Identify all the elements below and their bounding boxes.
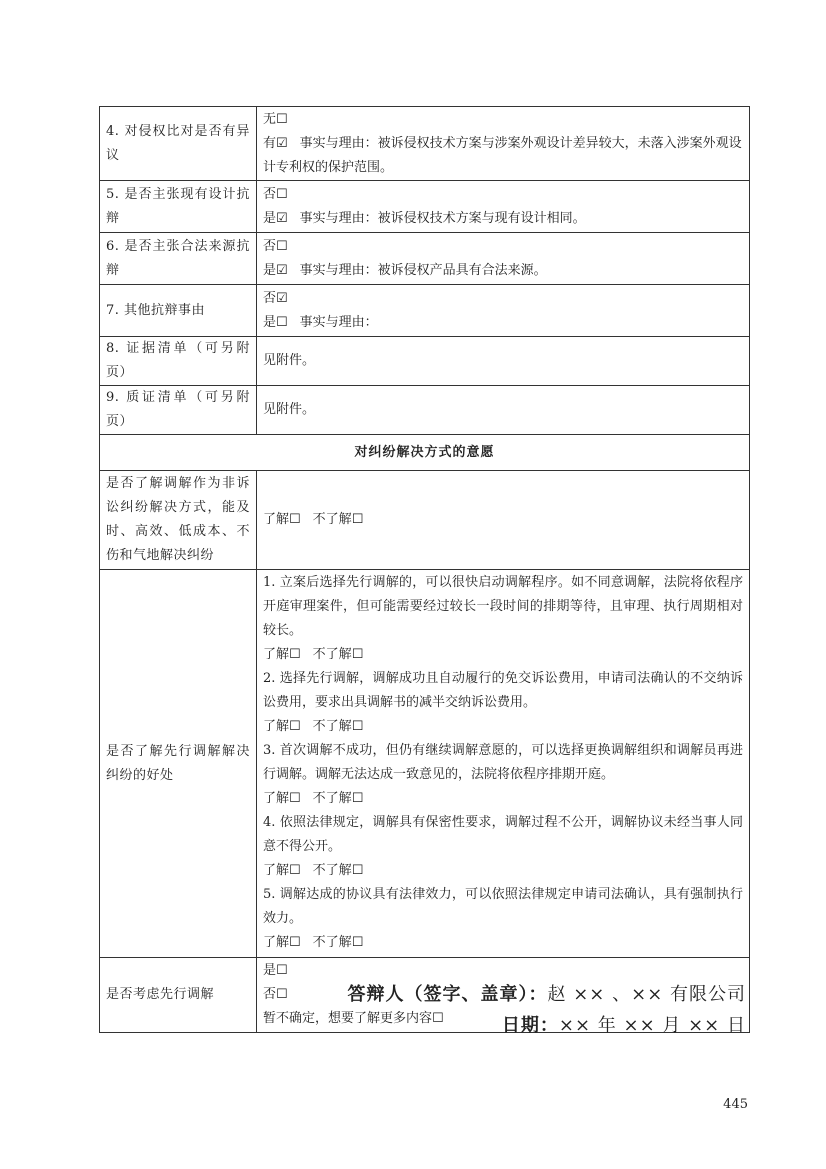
section-title: 对纠纷解决方式的意愿 bbox=[100, 435, 750, 471]
benefit-item: 2. 选择先行调解，调解成功且自动履行的免交诉讼费用，申请司法确认的不交纳诉讼费用，要求出具调解书的减半交纳诉讼费用。 bbox=[263, 671, 743, 710]
respondent-signature: 答辩人（签字、盖章）：赵 ×× 、×× 有限公司 bbox=[347, 984, 746, 1005]
checkbox-icon: ☐ bbox=[289, 512, 301, 527]
answer-option[interactable]: 否☐ bbox=[263, 183, 743, 207]
claims-rows bbox=[100, 107, 750, 435]
claim-answer bbox=[257, 285, 750, 337]
mediation-awareness-row bbox=[100, 471, 750, 570]
claim-row bbox=[100, 285, 750, 337]
know-option[interactable]: 了解☐ bbox=[263, 935, 303, 950]
know-option[interactable]: 了解☐ bbox=[263, 647, 303, 662]
know-option[interactable]: 了解☐ bbox=[263, 719, 303, 734]
checkbox-icon: ☐ bbox=[276, 111, 288, 127]
checkbox-icon: ☑ bbox=[276, 135, 288, 151]
checkbox-icon: ☐ bbox=[276, 987, 288, 1002]
claim-row bbox=[100, 386, 750, 435]
reason-text: 事实与理由：被诉侵权技术方案与涉案外观设计差异较大，未落入涉案外观设计专利权的保护范围。 bbox=[263, 135, 742, 175]
mediation-choice[interactable]: 暂不确定，想要了解更多内容☐ bbox=[263, 1007, 743, 1031]
answer-option[interactable]: 无☐ bbox=[263, 108, 743, 132]
checkbox-icon: ☐ bbox=[289, 719, 301, 734]
answer-option[interactable]: 否☐ bbox=[263, 235, 743, 259]
answer-option[interactable]: 有☑ 事实与理由：被诉侵权技术方案与涉案外观设计差异较大，未落入涉案外观设计专利权的保护范围。 bbox=[263, 132, 743, 180]
not-know-option[interactable]: 不了解☐ bbox=[313, 863, 366, 878]
mediation-choice[interactable]: 否☐ bbox=[263, 983, 743, 1007]
consider-mediation-label: 是否考虑先行调解 bbox=[100, 958, 257, 1033]
checkbox-icon: ☑ bbox=[276, 210, 288, 226]
mediation-awareness-label: 是否了解调解作为非诉讼纠纷解决方式，能及时、高效、低成本、不伤和气地解决纠纷 bbox=[100, 471, 257, 570]
date-value: ×× 年 ×× 月 ×× 日 bbox=[558, 1015, 746, 1036]
know-option[interactable]: 了解☐ bbox=[263, 512, 303, 527]
benefit-awareness-options bbox=[263, 931, 743, 955]
checkbox-icon: ☐ bbox=[351, 719, 364, 734]
checkbox-icon: ☐ bbox=[351, 647, 364, 662]
checkbox-icon: ☑ bbox=[276, 290, 288, 306]
section-header-row bbox=[100, 435, 750, 471]
not-know-option[interactable]: 不了解☐ bbox=[313, 512, 366, 527]
page-number: 445 bbox=[723, 1097, 748, 1112]
checkbox-icon: ☐ bbox=[289, 647, 301, 662]
benefit-item: 3. 首次调解不成功，但仍有继续调解意愿的，可以选择更换调解组织和调解员再进行调解。调解无法达成一致意见的，法院将依程序排期开庭。 bbox=[263, 743, 743, 782]
reason-text: 事实与理由： bbox=[299, 314, 378, 330]
claim-label: 5. 是否主张现有设计抗辩 bbox=[100, 181, 257, 233]
checkbox-icon: ☐ bbox=[351, 935, 364, 950]
claim-answer bbox=[257, 107, 750, 181]
pre-mediation-benefits-list bbox=[257, 570, 750, 958]
know-option[interactable]: 了解☐ bbox=[263, 791, 303, 806]
claim-answer: 见附件。 bbox=[257, 386, 750, 435]
checkbox-icon: ☐ bbox=[351, 791, 364, 806]
benefit-awareness-options bbox=[263, 787, 743, 811]
not-know-option[interactable]: 不了解☐ bbox=[313, 935, 366, 950]
not-know-option[interactable]: 不了解☐ bbox=[313, 647, 366, 662]
claim-row bbox=[100, 337, 750, 386]
checkbox-icon: ☐ bbox=[351, 512, 364, 527]
answer-option[interactable]: 是☐ 事实与理由： bbox=[263, 311, 743, 335]
checkbox-icon: ☐ bbox=[276, 238, 288, 254]
checkbox-icon: ☐ bbox=[432, 1011, 444, 1026]
reason-text: 事实与理由：被诉侵权产品具有合法来源。 bbox=[299, 262, 547, 278]
respondent-names: 赵 ×× 、×× 有限公司 bbox=[547, 984, 746, 1005]
answer-option[interactable]: 是☑ 事实与理由：被诉侵权产品具有合法来源。 bbox=[263, 259, 743, 283]
checkbox-icon: ☐ bbox=[351, 863, 364, 878]
defense-form-table bbox=[99, 106, 750, 1033]
benefit-awareness-options bbox=[263, 643, 743, 667]
checkbox-icon: ☐ bbox=[289, 791, 301, 806]
benefit-item: 5. 调解达成的协议具有法律效力，可以依照法律规定申请司法确认，具有强制执行效力。 bbox=[263, 887, 743, 926]
know-option[interactable]: 了解☐ bbox=[263, 863, 303, 878]
claim-label: 4. 对侵权比对是否有异议 bbox=[100, 107, 257, 181]
claim-row bbox=[100, 181, 750, 233]
claim-label: 7. 其他抗辩事由 bbox=[100, 285, 257, 337]
not-know-option[interactable]: 不了解☐ bbox=[313, 791, 366, 806]
pre-mediation-benefits-row bbox=[100, 570, 750, 958]
claim-answer: 见附件。 bbox=[257, 337, 750, 386]
answer-option[interactable]: 否☑ bbox=[263, 287, 743, 311]
benefit-item: 4. 依照法律规定，调解具有保密性要求，调解过程不公开，调解协议未经当事人同意不得公开。 bbox=[263, 815, 743, 854]
reason-text: 事实与理由：被诉侵权技术方案与现有设计相同。 bbox=[299, 210, 586, 226]
mediation-awareness-answer bbox=[257, 471, 750, 570]
signature-date: 日期：×× 年 ×× 月 ×× 日 bbox=[501, 1015, 746, 1036]
claim-answer bbox=[257, 233, 750, 285]
checkbox-icon: ☐ bbox=[276, 186, 288, 202]
mediation-choice[interactable]: 是☐ bbox=[263, 959, 743, 983]
benefit-item: 1. 立案后选择先行调解的，可以很快启动调解程序。如不同意调解，法院将依程序开庭审理案件，但可能需要经过较长一段时间的排期等待，且审理、执行周期相对较长。 bbox=[263, 575, 743, 638]
not-know-option[interactable]: 不了解☐ bbox=[313, 719, 366, 734]
claim-label: 9. 质证清单（可另附页） bbox=[100, 386, 257, 435]
checkbox-icon: ☐ bbox=[276, 963, 288, 978]
answer-option[interactable]: 是☑ 事实与理由：被诉侵权技术方案与现有设计相同。 bbox=[263, 207, 743, 231]
checkbox-icon: ☐ bbox=[289, 863, 301, 878]
checkbox-icon: ☑ bbox=[276, 262, 288, 278]
checkbox-icon: ☐ bbox=[276, 314, 288, 330]
claim-label: 8. 证据清单（可另附页） bbox=[100, 337, 257, 386]
claim-row bbox=[100, 107, 750, 181]
claim-label: 6. 是否主张合法来源抗辩 bbox=[100, 233, 257, 285]
benefit-awareness-options bbox=[263, 715, 743, 739]
checkbox-icon: ☐ bbox=[289, 935, 301, 950]
benefit-awareness-options bbox=[263, 859, 743, 883]
claim-answer bbox=[257, 181, 750, 233]
claim-row bbox=[100, 233, 750, 285]
pre-mediation-benefits-label: 是否了解先行调解解决纠纷的好处 bbox=[100, 570, 257, 958]
